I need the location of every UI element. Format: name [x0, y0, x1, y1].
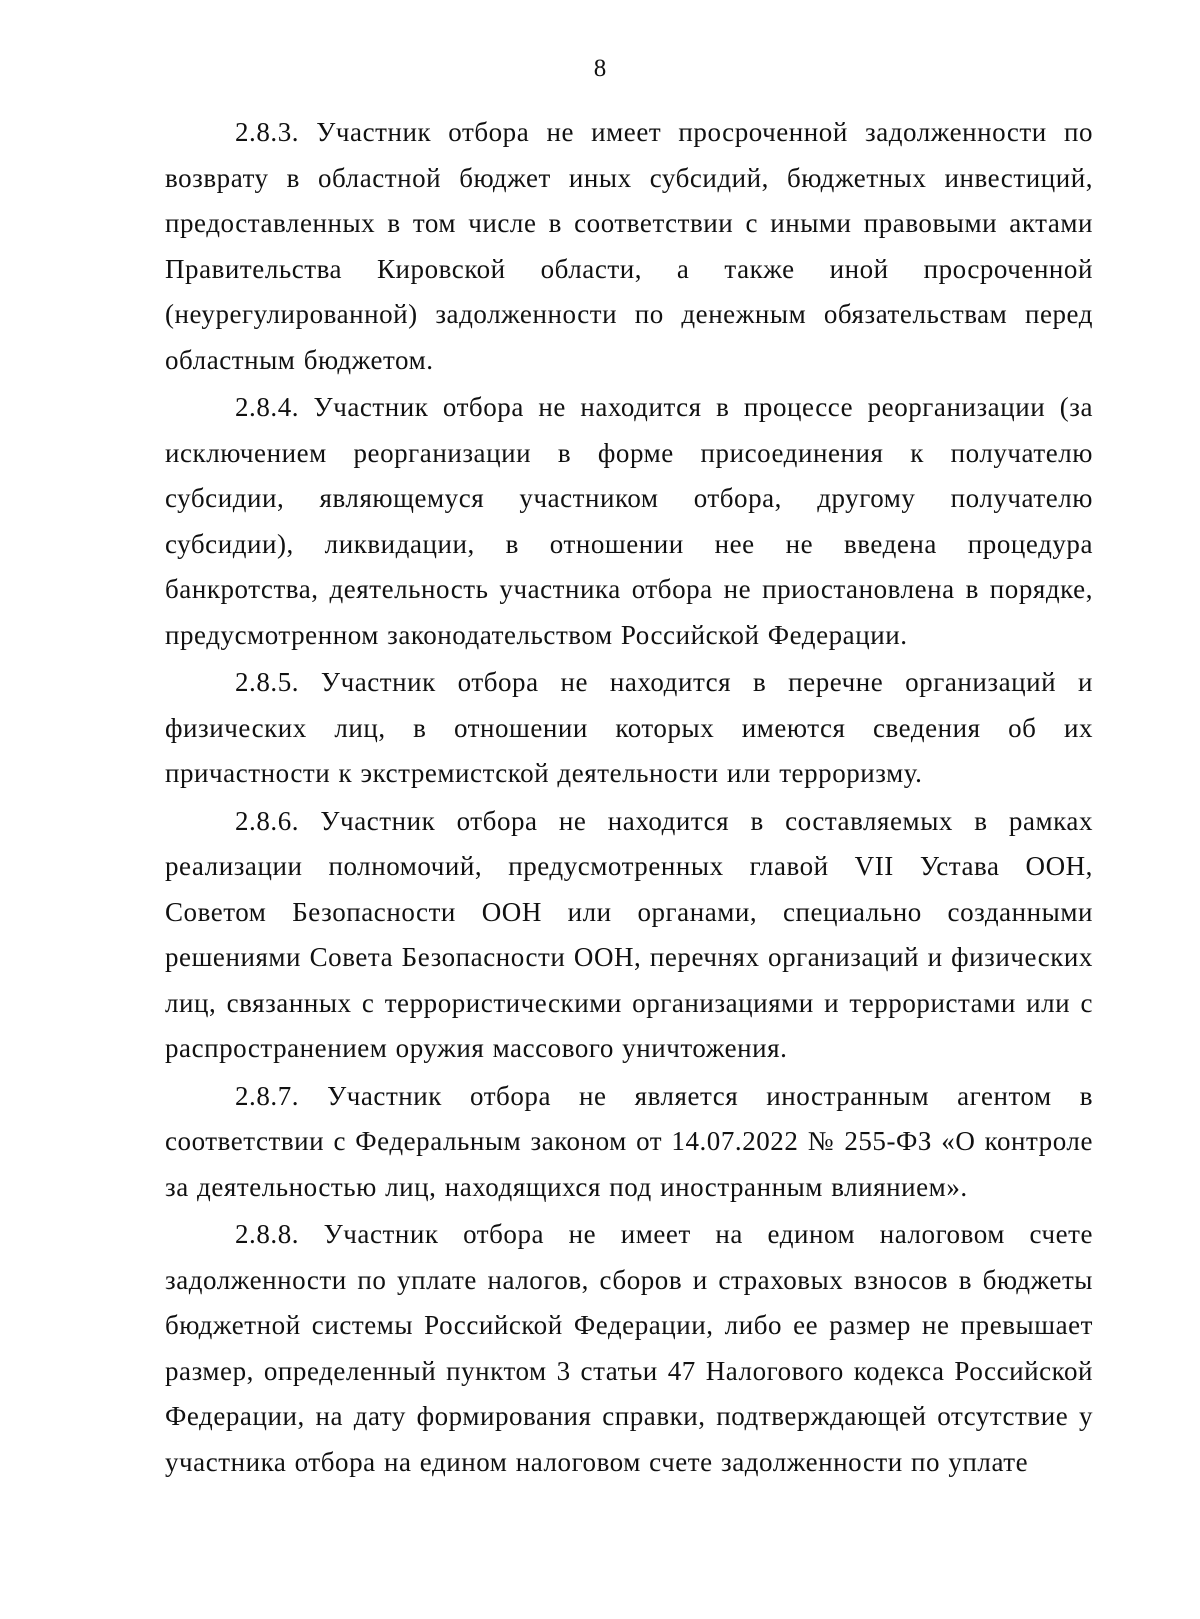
document-body — [165, 110, 1093, 1487]
paragraph-2-8-3: 2.8.3. Участник отбора не имеет просроченной задолженности по возврату в областной бюджет иных субсидий, бюджетных инвестиций, предоставленных в том числе в соответствии с иными правовыми актами Правительства Кировской области, а также иной просроченной (неурегулированной) задолженности по денежным обязательствам перед областным бюджетом. — [165, 117, 1093, 375]
paragraph-2-8-7: 2.8.7. Участник отбора не является иностранным агентом в соответствии с Федеральным законом от 14.07.2022 № 255-ФЗ «О контроле за деятельностью лиц, находящихся под иностранным влиянием». — [165, 1080, 1093, 1202]
paragraph-2-8-5: 2.8.5. Участник отбора не находится в перечне организаций и физических лиц, в отношении которых имеются сведения об их причастности к экстремистской деятельности или терроризму. — [165, 667, 1093, 788]
paragraph-2-8-4: 2.8.4. Участник отбора не находится в процессе реорганизации (за исключением реорганизации в форме присоединения к получателю субсидии, являющемуся участником отбора, другому получателю субсидии), ликвидации, в отношении нее не введена процедура банкротства, деятельность участника отбора не приостановлена в порядке, предусмотренном законодательством Российской Федерации. — [165, 392, 1093, 650]
page-number: 8 — [593, 55, 607, 82]
paragraph-2-8-6: 2.8.6. Участник отбора не находится в составляемых в рамках реализации полномочий, предусмотренных главой VII Устава ООН, Советом Безопасности ООН или органами, специально созданными решениями Совета Безопасности ООН, перечнях организаций и физических лиц, связанных с террористическими организациями и террористами или с распространением оружия массового уничтожения. — [165, 805, 1093, 1063]
paragraph-2-8-8: 2.8.8. Участник отбора не имеет на едином налоговом счете задолженности по уплате налогов, сборов и страховых взносов в бюджеты бюджетной системы Российской Федерации, либо ее размер не превышает размер, определенный пунктом 3 статьи 47 Налогового кодекса Российской Федерации, на дату формирования справки, подтверждающей отсутствие у участника отбора на едином налоговом счете задолженности по уплате — [165, 1219, 1093, 1477]
